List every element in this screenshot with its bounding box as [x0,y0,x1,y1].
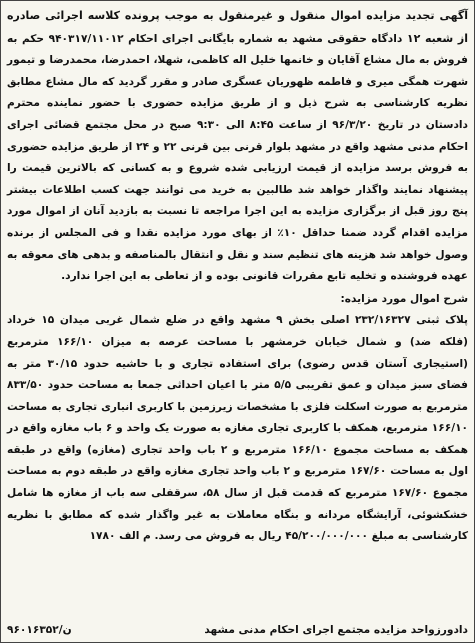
property-heading: شرح اموال مورد مزایده: [340,292,468,305]
notice-title: آگهی تجدید مزایده اموال منقول و غیرمنقول به موجب پرونده کلاسه اجرائی صادره از شعبه ۱۲ [7,9,468,45]
property-description: پلاک ثبتی ۲۳۲/۱۶۳۲۷ اصلی بخش ۹ مشهد واقع در ضلع شمال غربی میدان ۱۵ خرداد (فلکه ضد) و شمال خیابان خرمشهر با مساحت عرصه به میزان ۱۶۶/۱۰ مترمربع (استیجاری آستان قدس رضوی) برای استفاده تجاری و با حاشیه حدود ۳۰/۱۵ متر به فضای سبز میدان و عمق تقریبی ۵/۵ متر با اعیان احداثی جمعا به مساحت حدود ۸۳۳/۵۰ مترمربع به صورت اسکلت فلزی با مشخصات زیرزمین با کاربری انباری تجاری به مساحت ۱۶۶/۱۰ مترمربع، همکف با کاربری تجاری مغازه به صورت یک واحد و ۶ باب مغازه واقع در همکف به مساحت مجموع ۱۶۶/۱۰ مترمربع و ۲ باب واحد تجاری (مغازه) واقع در طبقه اول به مساحت ۱۶۷/۶۰ مترمربع و ۲ باب واحد تجاری مغازه واقع در طبقه دوم به مساحت مجموع ۱۶۷/۶۰ مترمربع که قدمت قبل از سال ۵۸، سرقفلی سه باب از مغازه ها شامل خشکشوئی، آرایشگاه مردانه و بنگاه معاملات به غیر واگذار شده که مطابق با نظریه کارشناسی به مبلغ ۴۵/۲۰۰/۰۰۰/۰۰۰ ریال به فروش می رسد. م الف ۱۷۸۰ [7,314,468,543]
notice-body [7,5,468,548]
footer-code: ۹۶۰۱۶۳۵۲/ن [7,624,72,636]
footer-signature: دادورزواحد مزایده مجتمع اجرای احکام مدنی مشهد [204,624,468,636]
notice-footer [7,620,468,640]
notice-intro: دادگاه حقوقی مشهد به شماره بایگانی اجرای احکام ۹۴۰۳۱۷/۱۱۰۱۲ حکم به فروش به مال مشاع آقایان و خانمها خلیل اله کاظمی، شهلا، احمدرضا، محمدرضا و تیمور شهرت همگی میری و فاطمه ظهوریان عسگری صادر و مقرر گردید که مال مشاع مطابق نظریه کارشناسی به شرح ذیل و از طریق مزایده حضوری با حضور نماینده محترم دادستان در تاریخ ۹۶/۳/۲۰ از ساعت ۸:۴۵ الی ۹:۳۰ صبح در محل مجتمع قضائی اجرای احکام مدنی مشهد واقع در مشهد بلوار قرنی بین قرنی ۲۲ و ۲۴ از طریق مزایده حضوری به فروش برسد مزایده از قیمت ارزیابی شده شروع و به کسانی که بالاترین قیمت را پیشنهاد نمایند واگذار خواهد شد طالبین به خرید می توانند جهت کسب اطلاعات بیشتر پنج روز قبل از برگزاری مزایده به این اجرا مراجعه تا نسبت به بازدید آنان از اموال مورد مزایده اقدام گردد ضمنا حداقل ۱۰٪ از بهای مورد مزایده نقدا و فی المجلس از برنده وصول خواهد شد هزینه های تنظیم سند و نقل و انتقال بالمناصفه و بدهی های معوقه به عهده فروشنده و تخلیه تابع مقررات قانونی بوده و از تعاطی به این اجرا ندارد. [7,32,469,283]
